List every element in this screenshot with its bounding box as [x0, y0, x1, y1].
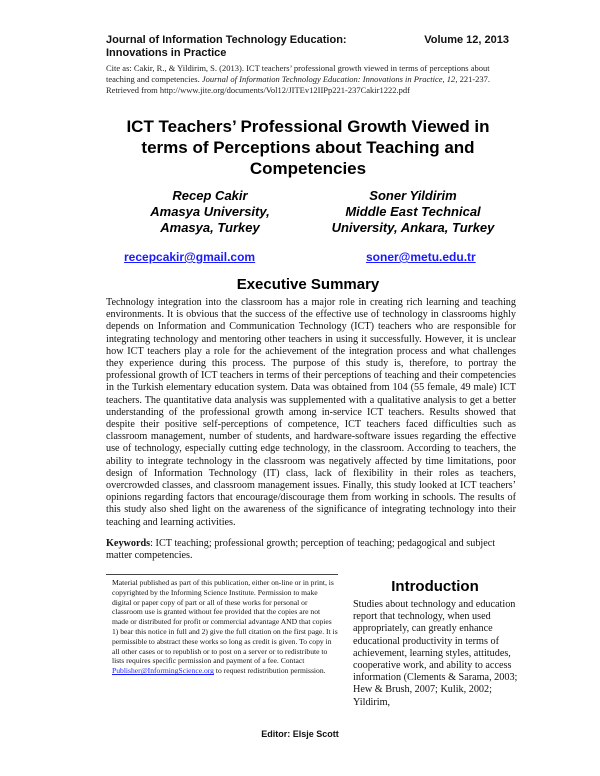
keywords-label: Keywords [106, 538, 151, 549]
notice-text: Material published as part of this publication, either on-line or in print, is copyrighted by the Informing Science Institute. Permission to make digital or paper copy of part or all of these works for personal or classroom use is granted without fee provided that the copies are not made or distributed for profit or commercial advantage AND that copies 1) bear this notice in full and 2) give the full citation on the first page. It is permissible to abstract these works so long as credit is given. To copy in all other cases or to republish or to post on a server or to redistribute to lists requires specific permission and payment of a fee. Contact [112, 578, 338, 666]
executive-summary-text: Technology integration into the classroom has a major role in creating rich learning and teaching environments. It is obvious that the success of the effective use of technology in classrooms highly depends on Information and Communication Technology (ICT) teachers who are responsible for integrating technology and mentoring other teachers in using it successfully. However, it is unclear how ICT teachers play a role for the achievement of the integration process and what challenges they experience during this process. The purpose of this study is, therefore, to portray the professional growth of ICT teachers in terms of their perceptions of teaching and their competencies in the Turkish elementary education system. Data was obtained from 104 (55 female, 49 male) ICT teachers. The quantitative data analysis was supplemented with a qualitative analysis to get a better understanding of the professional growth among in-service ICT teachers. Results showed that despite their positive self-perceptions of competence, ICT teachers faced difficulties such as classroom management, number of students, and hardware-software issues regarding the effective use of technology, especially cutting edge technology, in the classroom. According to teachers, the ability to integrate technology in the classroom was negatively affected by time limitations, poor design of Information Technology (IT) class, lack of flexibility in their roles as teachers, overcrowded classes, and classroom management issues. Finally, this study looked at ICT teachers’ opinions regarding factors that encourage/discourage them from working in schools. The results of this study also shed light on the awareness of the significance of integrating technology into their teaching and learning activities. [106, 297, 516, 528]
editor-credit: Editor: Elsje Scott [261, 729, 339, 739]
author-block-2 [323, 188, 503, 236]
author-affiliation: Amasya University, [150, 204, 270, 219]
journal-line-1: Journal of Information Technology Education: [106, 34, 347, 46]
author-location: Amasya, Turkey [160, 220, 260, 235]
journal-name [106, 34, 366, 60]
citation-lead: Cite as: Cakir, R., & Yildirim, S. (2013). ICT teachers’ professional growth viewed in terms of perceptions about teaching and competencies. [106, 63, 490, 84]
author-block-1 [120, 188, 300, 236]
notice-tail: to request redistribution permission. [213, 666, 326, 676]
author-email-link-2[interactable]: soner@metu.edu.tr [366, 250, 476, 264]
author-name: Recep Cakir [172, 188, 248, 203]
author-email-link-1[interactable]: recepcakir@gmail.com [124, 250, 256, 264]
author-name: Soner Yildirim [369, 188, 457, 203]
publisher-email-link[interactable]: Publisher@InformingScience.org [112, 666, 214, 676]
introduction-text: Studies about technology and education report that technology, when used appropriately, can greatly enhance educational productivity in terms of achievement, learning styles, attitudes, cooperative work, and ability to access information (Clements & Sarama, 2003; Hew & Brush, 2007; Kulik, 2002; Yildirim, [353, 599, 518, 708]
keywords [106, 538, 516, 562]
citation-journal: Journal of Information Technology Education: Innovations in Practice, 12 [201, 74, 456, 84]
keywords-separator: : [150, 538, 156, 549]
citation-tail: , 221-237. Retrieved from http://www.jite.org/documents/Vol12/JITEv12IIPp221-237Cakir1222.pdf [106, 74, 491, 95]
executive-summary-heading: Executive Summary [236, 276, 380, 293]
keywords-text: ICT teaching; professional growth; perception of teaching; pedagogical and subject matter competencies. [106, 538, 496, 562]
journal-line-2: Innovations in Practice [106, 47, 227, 59]
author-location: University, Ankara, Turkey [331, 220, 495, 235]
footnote-divider [106, 574, 338, 575]
introduction-heading: Introduction [391, 578, 479, 595]
paper-title: ICT Teachers’ Professional Growth Viewed in terms of Perceptions about Teaching and Competencies [126, 117, 490, 178]
copyright-notice [112, 578, 338, 676]
volume-label: Volume 12, 2013 [424, 34, 509, 46]
author-affiliation: Middle East Technical [345, 204, 481, 219]
citation [106, 63, 516, 96]
